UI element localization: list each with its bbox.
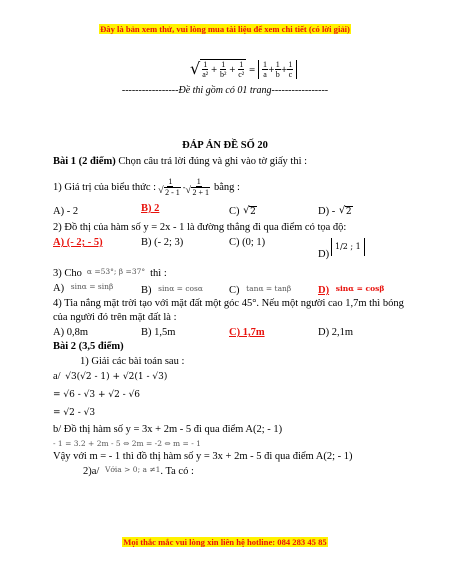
page-note: -----------------Đề thi gồm có 01 trang----------------- <box>121 85 329 96</box>
frac-b2: $\frac{1}{\text{b²}}$ <box>220 60 227 79</box>
q1-prefix: 1) Giá trị của biểu thức : <box>53 181 157 193</box>
q1-frac1: 1 √ 2 - 1 <box>160 177 181 197</box>
root-sign-icon: √ <box>190 59 201 78</box>
page-title: ĐÁP ÁN ĐỀ SỐ 20 <box>182 140 268 151</box>
frac-a2: $\frac{1}{\text{a²}}$ <box>202 60 209 79</box>
bai2-a-line1: a/ √3(√2 - 1) + √2(1 - √3) <box>53 371 168 382</box>
preview-banner-wrap <box>0 24 450 35</box>
q3-answer-c: C) tanα = tanβ <box>229 284 292 296</box>
q1-answer-b: B) 2 <box>141 203 160 214</box>
preview-banner: Đây là bản xem thử, vui lòng mua tài liệu để xem chi tiết (có lời giải) <box>100 24 350 34</box>
q1-answer-d: D) - √ 2 <box>318 206 353 217</box>
bai1-heading-line <box>53 156 307 167</box>
frac-c2: $\frac{1}{\text{c²}}$ <box>238 60 245 79</box>
q4-line1: 4) Tia nắng mặt trời tạo với mặt đất một góc 45°. Nếu một người cao 1,7m thì bóng <box>53 298 404 309</box>
bai2-a-line3: = √2 - √3 <box>53 408 96 418</box>
q1-answer-c: C) √ 2 <box>229 206 257 217</box>
bai2-q2-line: 2)a/ Vớia > 0; a ≠1. Ta có : <box>83 465 194 477</box>
bai2-b-calc: - 1 = 3.2 + 2m - 5 ⇔ 2m = -2 ⇔ m = - 1 <box>53 439 201 448</box>
bai2-b-text: b/ Đồ thị hàm số y = 3x + 2m - 5 đi qua điểm A(2; - 1) <box>53 424 283 435</box>
bai1-heading: Bài 1 (2 điểm) <box>53 156 116 167</box>
footer-hotline: Mọi thắc mắc vui lòng xin liên hệ hotline: 084 283 45 85 <box>123 537 327 547</box>
q2-answer-d-label: D) <box>318 249 330 260</box>
q3-answer-d: D) sinα = cosβ <box>318 284 385 296</box>
bai2-a-line2: = √6 - √3 + √2 - √6 <box>53 390 141 400</box>
q2-answer-d-value: 1/2 ; 1 <box>331 238 365 256</box>
q3-answer-a: A) sinα = sinβ <box>53 282 114 294</box>
top-formula: √ $\frac{1}{\text{a²}}$ + $\frac{1}{\text{b²}}$ + $\frac{1}{\text{c²}}$ = $\frac{1}{a}$ + $\frac{1}{b}$ + $\frac{1}{c}$ <box>190 56 297 82</box>
q1-answer-a: A) - 2 <box>53 206 79 217</box>
bai2-heading: Bài 2 (3,5 điểm) <box>53 341 124 352</box>
bai1-instruction: Chọn câu trả lời đúng và ghi vào tờ giấy thi : <box>115 156 308 167</box>
bai2-b-conclusion: Vậy với m = - 1 thì đồ thị hàm số y = 3x + 2m - 5 đi qua điểm A(2; - 1) <box>53 451 353 462</box>
q1-frac2: 1 √ 2 + 1 <box>187 177 210 197</box>
q2-answer-a: A) (- 2; - 5) <box>53 237 103 248</box>
abs-value-box: $\frac{1}{a}$ + $\frac{1}{b}$ + $\frac{1}{c}$ <box>258 60 297 79</box>
q1-line: 1) Giá trị của biểu thức : 1 √ 2 - 1 - 1 √ 2 + 1 bằng : <box>53 172 240 202</box>
root-body: $\frac{1}{\text{a²}}$ + $\frac{1}{\text{b²}}$ + $\frac{1}{\text{c²}}$ <box>200 59 246 79</box>
q4-answer-c: C) 1,7m <box>229 327 265 338</box>
q2-text: 2) Đồ thị của hàm số y = 2x - 1 là đường thẳng đi qua điểm có tọa độ: <box>53 222 347 233</box>
q1-suffix: bằng : <box>213 181 240 193</box>
q3-line: 3) Cho α =53°; β =37° thì : <box>53 267 167 279</box>
q4-answer-a: A) 0,8m <box>53 327 88 338</box>
bai2-q1-intro: 1) Giải các bài toán sau : <box>80 356 185 367</box>
q4-line2: của người đó trên mặt đất là : <box>53 312 177 323</box>
q3-answer-b: B) sinα = cosα <box>141 284 203 296</box>
q4-answer-d: D) 2,1m <box>318 327 353 338</box>
q2-answer-c: C) (0; 1) <box>229 237 266 248</box>
q3-condition: α =53°; β =37° <box>86 267 146 276</box>
footer-hotline-wrap <box>0 537 450 548</box>
q2-answer-b: B) (- 2; 3) <box>141 237 184 248</box>
q4-answer-b: B) 1,5m <box>141 327 176 338</box>
